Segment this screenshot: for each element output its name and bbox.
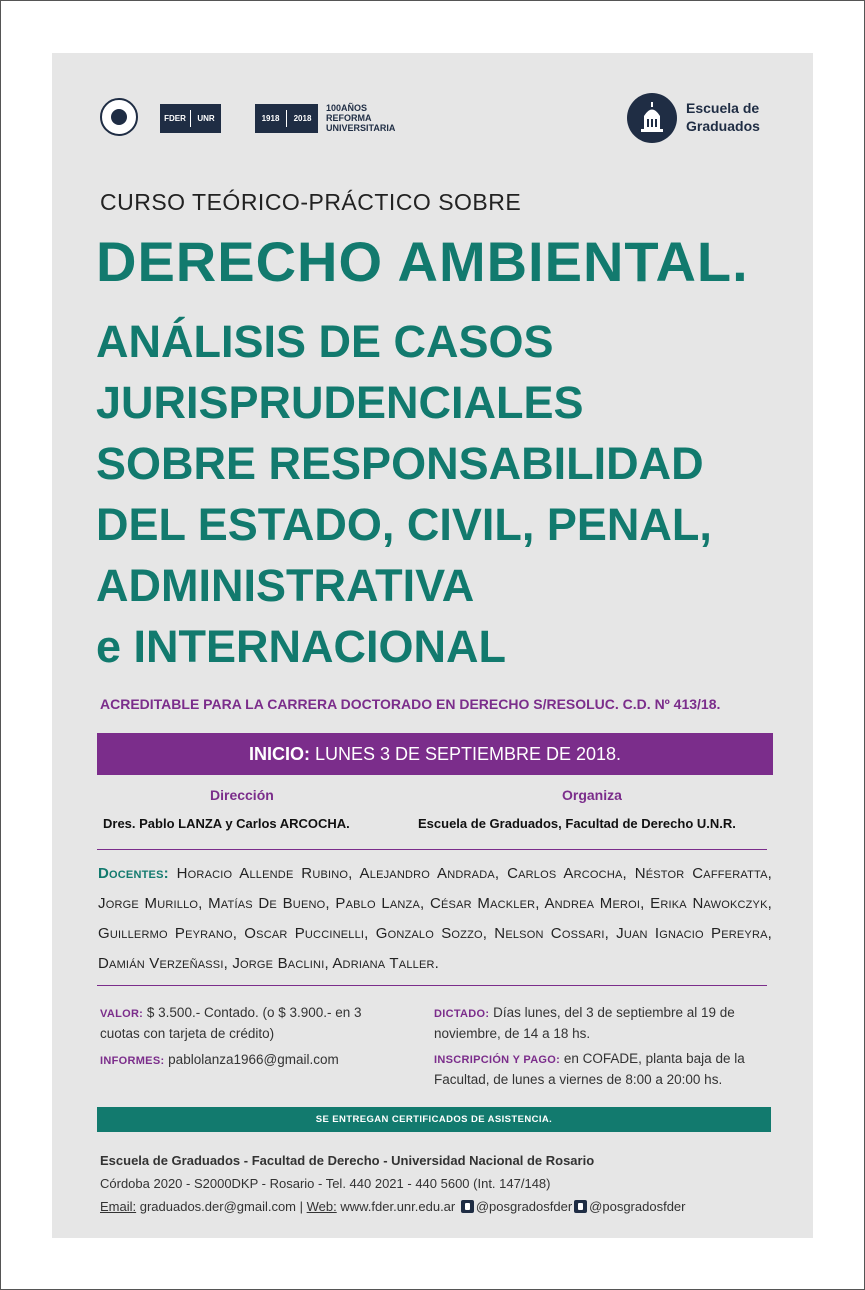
schedule-label: DICTADO:	[434, 1008, 490, 1020]
schedule-text: Días lunes, del 3 de septiembre al 19 de noviembre, de 14 a 18 hs.	[434, 1005, 735, 1041]
year-end: 2018	[293, 114, 312, 123]
start-date-banner	[97, 733, 773, 775]
footer-address: Córdoba 2020 - S2000DKP - Rosario - Tel. 440 2021 - 440 5600 (Int. 147/148)	[100, 1176, 551, 1191]
reforma-text: 100AÑOS REFORMA UNIVERSITARIA	[326, 103, 396, 133]
accreditation-note: ACREDITABLE PARA LA CARRERA DOCTORADO EN DERECHO S/RESOLUC. C.D. Nº 413/18.	[100, 696, 721, 712]
email-label: Email:	[100, 1199, 137, 1214]
course-subtitle: ANÁLISIS DE CASOS JURISPRUDENCIALES SOBRE RESPONSABILIDAD DEL ESTADO, CIVIL, PENAL, ADMINISTRATIVA e INTERNACIONAL	[96, 316, 712, 672]
price-info	[100, 1003, 400, 1044]
start-label: INICIO:	[248, 744, 310, 764]
unr-seal-logo	[100, 98, 138, 136]
unr-label: UNR	[197, 114, 215, 123]
contact-email: pablolanza1966@gmail.com	[164, 1052, 339, 1067]
contact-info	[100, 1050, 400, 1071]
direction-names: Dres. Pablo LANZA y Carlos ARCOCHA.	[103, 816, 350, 831]
twitter-handle[interactable]: @posgradosfder	[589, 1199, 686, 1214]
footer-contacts	[100, 1199, 685, 1214]
poster	[52, 53, 813, 1238]
web-link[interactable]: www.fder.unr.edu.ar	[336, 1199, 459, 1214]
year-start: 1918	[261, 114, 280, 123]
email-link[interactable]: graduados.der@gmail.com |	[136, 1199, 307, 1214]
registration-text: en COFADE, planta baja de la Facultad, de lunes a viernes de 8:00 a 20:00 hs.	[434, 1051, 745, 1087]
web-label: Web:	[306, 1199, 337, 1214]
price-text: $ 3.500.- Contado. (o $ 3.900.- en 3 cuotas con tarjeta de crédito)	[100, 1005, 362, 1041]
facebook-handle[interactable]: @posgradosfder	[475, 1199, 573, 1214]
reforma-years-logo	[255, 104, 318, 133]
course-title: DERECHO AMBIENTAL.	[96, 230, 749, 293]
organizer-name: Escuela de Graduados, Facultad de Derecho U.N.R.	[418, 816, 736, 831]
direction-heading: Dirección	[210, 787, 274, 803]
course-kicker: CURSO TEÓRICO-PRÁCTICO SOBRE	[100, 189, 522, 215]
certificates-banner: SE ENTREGAN CERTIFICADOS DE ASISTENCIA.	[97, 1107, 771, 1132]
fder-unr-logo	[160, 104, 221, 133]
teachers-names: Horacio Allende Rubino, Alejandro Andrada, Carlos Arcocha, Néstor Cafferatta, Jorge Murillo, Matías De Bueno, Pablo Lanza, César Mackler, Andrea Meroi, Erika Nawokczyk, Guillermo Peyrano, Oscar Puccinelli, Gonzalo Sozzo, Nelson Cossari, Juan Ignacio Pereyra, Damián Verzeñassi, Jorge Baclini, Adriana Taller.	[98, 865, 772, 972]
divider-top	[97, 849, 767, 850]
price-label: VALOR:	[100, 1008, 144, 1020]
organizer-heading: Organiza	[562, 787, 622, 803]
teachers-list	[98, 859, 772, 979]
registration-label: INSCRIPCIÓN Y PAGO:	[434, 1054, 561, 1066]
teachers-label: Docentes:	[98, 865, 169, 882]
fder-label: FDER	[164, 114, 186, 123]
divider-bottom	[97, 985, 767, 986]
escuela-graduados-logo-text: Escuela de Graduados	[686, 100, 760, 134]
start-date: LUNES 3 DE SEPTIEMBRE DE 2018.	[309, 744, 622, 764]
facebook-icon	[461, 1200, 474, 1213]
registration-info	[434, 1049, 769, 1090]
contact-label: INFORMES:	[100, 1055, 165, 1067]
schedule-info	[434, 1003, 769, 1044]
escuela-graduados-icon	[627, 93, 677, 143]
twitter-icon	[574, 1200, 587, 1213]
footer-institution: Escuela de Graduados - Facultad de Derecho - Universidad Nacional de Rosario	[100, 1153, 595, 1168]
